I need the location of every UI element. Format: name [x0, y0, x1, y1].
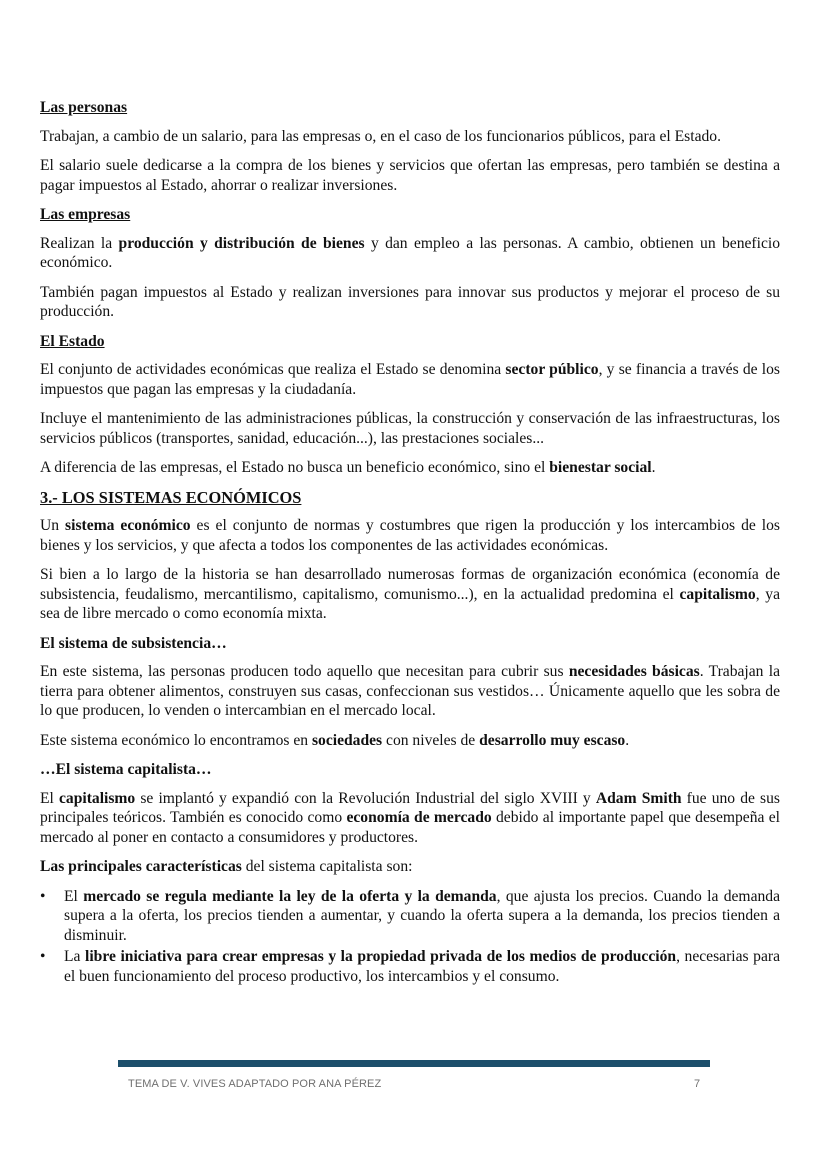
- text-span: , ya sea de libre mercado o como economía mixta.: [40, 585, 780, 622]
- text-span: . Trabajan la tierra para obtener alimentos, construyen sus casas, confeccionan sus vestidos… Únicamente aquello que les sobra de lo que producen, lo venden o intercambian en el mercado local.: [40, 663, 780, 719]
- bold-term: Adam Smith: [595, 789, 682, 807]
- heading-empresas: Las empresas: [40, 206, 131, 223]
- text-span: La: [64, 948, 85, 965]
- paragraph: [40, 731, 780, 751]
- bold-term: mercado se regula mediante la ley de la oferta y la demanda: [83, 887, 497, 905]
- text-span: Si bien a lo largo de la historia se han desarrollado numerosas formas de organización económica (economía de subsistencia, feudalismo, mercantilismo, capitalismo, comunismo...), en la actualidad predomina el: [40, 566, 780, 603]
- bold-term: sector público: [505, 361, 599, 378]
- text-span: El: [64, 887, 84, 905]
- footer-bar: [118, 1060, 710, 1067]
- heading-estado: El Estado: [40, 332, 105, 350]
- bold-term: libre iniciativa para crear empresas y la propiedad privada de los medios de producción: [85, 948, 677, 965]
- paragraph: [40, 458, 780, 478]
- text-span: del sistema capitalista son:: [241, 858, 413, 875]
- paragraph: También pagan impuestos al Estado y realizan inversiones para innovar sus productos y mejorar el proceso de su producción.: [40, 283, 780, 320]
- bold-term: necesidades básicas: [568, 663, 700, 680]
- page-number: 7: [694, 1078, 701, 1090]
- bold-term: economía de mercado: [346, 809, 492, 826]
- paragraph: Trabajan, a cambio de un salario, para las empresas o, en el caso de los funcionarios públicos, para el Estado.: [40, 127, 722, 145]
- paragraph: [40, 565, 780, 624]
- text-span: El conjunto de actividades económicas que realiza el Estado se denomina: [40, 361, 506, 378]
- text-span: Este sistema económico lo encontramos en: [40, 731, 312, 749]
- paragraph: [40, 789, 780, 848]
- footer-text: TEMA DE V. VIVES ADAPTADO POR ANA PÉREZ: [128, 1078, 382, 1090]
- text-span: se implantó y expandió con la Revolución Industrial del siglo XVIII y: [135, 789, 596, 807]
- paragraph: [40, 662, 780, 721]
- heading-sistemas-economicos: 3.- LOS SISTEMAS ECONÓMICOS: [40, 487, 302, 507]
- bullet-icon: •: [40, 948, 46, 965]
- text-span: , necesarias para el buen funcionamiento del proceso productivo, los intercambios y el consumo.: [64, 948, 780, 985]
- text-span: .: [625, 731, 630, 749]
- bullet-list: [40, 887, 780, 987]
- text-span: es el conjunto de normas y costumbres que rigen la producción y los intercambios de los bienes y los servicios, y que afecta a todos los componentes de las actividades económicas.: [40, 517, 780, 554]
- bold-term: sociedades: [311, 731, 383, 749]
- list-item: [40, 887, 780, 946]
- text-span: Un: [40, 517, 66, 534]
- heading-capitalista: …El sistema capitalista…: [40, 761, 212, 778]
- list-item: [40, 947, 780, 986]
- paragraph: [40, 360, 780, 399]
- text-span: con niveles de: [382, 731, 480, 749]
- text-span: Realizan la: [40, 234, 119, 252]
- text-span: debido al importante papel que desempeña el mercado al poner en contacto a consumidores y productores.: [40, 809, 781, 846]
- text-span: fue uno de sus principales teóricos. También es conocido como: [40, 789, 780, 826]
- text-span: y dan empleo a las personas. A cambio, obtienen un beneficio económico.: [40, 234, 781, 271]
- text-span: El: [40, 789, 59, 807]
- bullet-icon: •: [40, 887, 46, 905]
- bold-term: bienestar social: [549, 459, 652, 476]
- bold-term: desarrollo muy escaso: [479, 731, 626, 749]
- text-span: En este sistema, las personas producen todo aquello que necesitan para cubrir sus: [40, 663, 569, 680]
- heading-personas: Las personas: [40, 99, 128, 116]
- text-span: , y se financia a través de los impuestos que pagan las empresas y la ciudadanía.: [40, 361, 781, 398]
- bold-term: capitalismo: [58, 789, 136, 807]
- paragraph: El salario suele dedicarse a la compra de los bienes y servicios que ofertan las empresas, pero también se destina a pagar impuestos al Estado, ahorrar o realizar inversiones.: [40, 157, 780, 194]
- bold-term: capitalismo: [679, 585, 756, 603]
- paragraph: [40, 516, 780, 555]
- document-page: [40, 98, 780, 988]
- text-span: , que ajusta los precios. Cuando la demanda supera a la oferta, los precios tienden a aumentar, y cuando la oferta supera a la demanda, los precios tienden a disminuir.: [64, 887, 781, 944]
- text-span: A diferencia de las empresas, el Estado no busca un beneficio económico, sino el: [40, 459, 550, 476]
- paragraph: Incluye el mantenimiento de las administraciones públicas, la construcción y conservación de las infraestructuras, los servicios públicos (transportes, sanidad, educación...), las prestaciones sociales...: [40, 410, 780, 447]
- heading-subsistencia: El sistema de subsistencia…: [40, 634, 227, 652]
- paragraph: [40, 234, 780, 273]
- paragraph: [40, 857, 780, 877]
- bold-term: sistema económico: [65, 517, 191, 534]
- bold-term: Las principales características: [40, 858, 242, 875]
- text-span: .: [651, 459, 656, 476]
- bold-term: producción y distribución de bienes: [118, 234, 365, 252]
